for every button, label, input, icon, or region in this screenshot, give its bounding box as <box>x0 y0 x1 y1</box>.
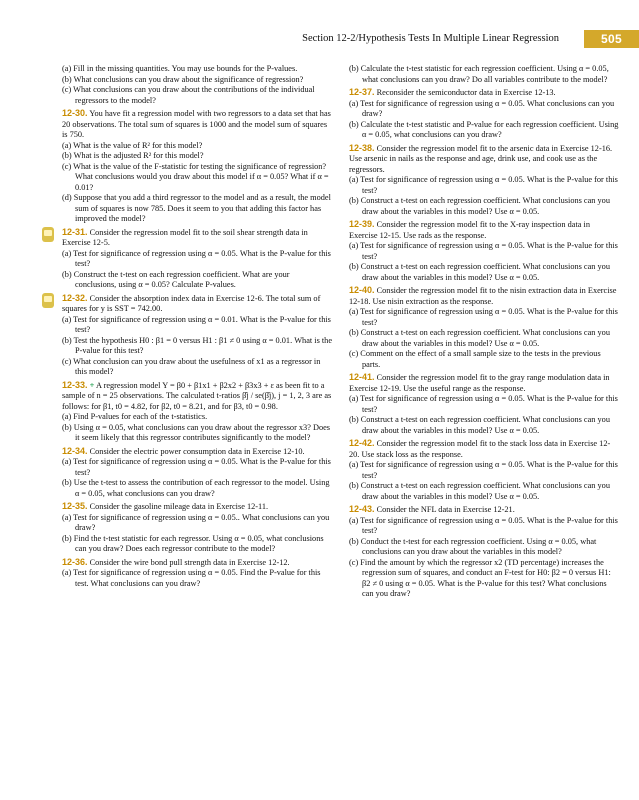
exercise-text: Consider the regression model fit to the soil shear strength data in Exercise 12-5. <box>62 227 308 247</box>
exercise-text: Consider the NFL data in Exercise 12-21. <box>376 505 515 514</box>
exercise-part: (b) Construct a t-test on each regression coefficient. What conclusions can you draw about the variables in this model? Use α = 0.05. <box>349 196 610 216</box>
exercise-part: (b) What conclusions can you draw about the significance of regression? <box>62 74 304 84</box>
exercise-12-38 <box>349 143 619 176</box>
exercise-part: (a) Test for significance of regression using α = 0.05.. What conclusions can you draw? <box>62 512 330 532</box>
exercise-text: Consider the regression model fit to the X-ray inspection data in Exercise 12-15. Use rads as the response. <box>349 220 590 240</box>
exercise-number: 12-39. <box>349 219 375 229</box>
exercise-number: 12-38. <box>349 142 375 153</box>
exercise-part: (b) Construct a t-test on each regression coefficient. What conclusions can you draw about the variables in this model? Use α = 0.05. <box>349 481 610 501</box>
exercise-12-36 <box>62 557 332 569</box>
exercise-number: 12-31. <box>62 226 88 237</box>
exercise-number: 12-36. <box>62 556 88 567</box>
exercise-number: 12-35. <box>62 501 88 511</box>
exercise-12-30 <box>62 108 332 141</box>
exercise-part: (a) Find P-values for each of the t-statistics. <box>62 412 208 421</box>
exercise-part: (a) Test for significance of regression using α = 0.05. What conclusions can you draw? <box>349 98 615 118</box>
exercise-part: (a) Test for significance of regression using α = 0.05. What is the P-value for this test? <box>349 175 618 195</box>
exercise-12-37 <box>349 87 619 99</box>
exercise-12-40 <box>349 285 619 307</box>
exercise-part: (c) Find the amount by which the regressor x2 (TD percentage) increases the regression sum of squares, and conduct an F-test for H0: β2 = 0 versus H1: β2 ≠ 0 using α = 0.05. What is the P-value for this test? What conclusions can you draw? <box>349 557 611 598</box>
exercise-part: (a) Test for significance of regression using α = 0.05. What is the P-value for this test? <box>349 394 618 414</box>
exercise-12-31 <box>62 227 332 249</box>
exercise-part: (a) Test for significance of regression using α = 0.05. What is the P-value for this test? <box>349 460 618 480</box>
exercise-part: (c) Comment on the effect of a small sample size to the tests in the previous parts. <box>349 349 601 369</box>
exercise-part: (b) Use the t-test to assess the contribution of each regressor to the model. Using α = 0.05, what conclusions can you draw? <box>62 478 330 498</box>
exercise-part: (b) Find the t-test statistic for each regressor. Using α = 0.05, what conclusions can you draw? Does each regressor contribute to the model? <box>62 533 324 553</box>
exercise-12-32 <box>62 293 332 315</box>
exercise-12-41 <box>349 372 619 394</box>
exercise-text: Consider the absorption index data in Exercise 12-6. The total sum of squares for y is SST = 742.00. <box>62 293 321 313</box>
exercise-part: (b) Construct a t-test on each regression coefficient. What conclusions can you draw about the variables in this model? Use α = 0.05. <box>349 262 610 282</box>
exercise-text: You have fit a regression model with two regressors to a data set that has 20 observations. The total sum of squares is 1000 and the model sum of squares is 750. <box>62 109 331 139</box>
exercise-part: (b) Construct a t-test on each regression coefficient. What conclusions can you draw about the variables in this model? Use α = 0.05. <box>349 415 610 435</box>
exercise-part: (c) What conclusion can you draw about the usefulness of x1 as a regressor in this model? <box>62 356 321 376</box>
exercise-number: 12-37. <box>349 87 375 97</box>
exercise-part: (d) Suppose that you add a third regressor to the model and as a result, the model sum of squares is now 785. Does it seem to you that adding this factor has improved the model? <box>62 193 331 223</box>
exercise-part: (b) Calculate the t-test statistic for each regression coefficient. Using α = 0.05, what conclusions can you draw? Do all variables contribute to the model? <box>349 64 609 84</box>
running-head: Section 12-2/Hypothesis Tests In Multiple Linear Regression <box>302 33 559 44</box>
exercise-text: Consider the regression model fit to the stack loss data in Exercise 12-20. Use stack loss as the response. <box>349 439 611 459</box>
exercise-part: (b) Construct a t-test on each regression coefficient. What conclusions can you draw about the variables in this model? Use α = 0.05. <box>349 328 610 348</box>
data-file-icon <box>42 293 54 308</box>
exercise-number: 12-32. <box>62 292 88 303</box>
exercise-number: 12-43. <box>349 504 375 514</box>
exercise-part: (b) Calculate the t-test statistic and P-value for each regression coefficient. Using α = 0.05, what conclusions can you draw? <box>349 119 619 139</box>
exercise-12-35 <box>62 501 332 513</box>
exercise-number: 12-34. <box>62 445 88 456</box>
exercise-text: Consider the wire bond pull strength data in Exercise 12-12. <box>89 557 290 567</box>
exercise-part: (a) Test for significance of regression using α = 0.01. What is the P-value for this test? <box>62 314 331 334</box>
exercise-text: A regression model Y = β0 + β1x1 + β2x2 + β3x3 + ε as been fit to a sample of n = 25 observations. The calculated t-ratios β̂j / se(β̂j), j = 1, 2, 3 are as follows: for β1, t0 = 4.82, for β2, t0 = 8.21, and for β3, t0 = 0.98. <box>62 380 332 411</box>
exercise-part: (a) Test for significance of regression using α = 0.05. What is the P-value for this test? <box>349 241 618 261</box>
exercise-number: 12-42. <box>349 438 375 448</box>
exercise-12-43 <box>349 504 619 516</box>
exercise-part: (b) Test the hypothesis H0 : β1 = 0 versus H1 : β1 ≠ 0 using α = 0.01. What is the P-value for this test? <box>62 335 333 355</box>
exercise-text: Consider the gasoline mileage data in Exercise 12-11. <box>89 502 269 511</box>
exercise-part: (b) Conduct the t-test for each regression coefficient. Using α = 0.05, what conclusions can you draw about the variables in this model? <box>349 536 597 556</box>
page-number: 505 <box>584 30 639 48</box>
exercise-part: (a) Test for significance of regression using α = 0.05. What is the P-value for this test? <box>349 515 618 535</box>
exercise-part: (a) Test for significance of regression using α = 0.05. What is the P-value for this test? <box>349 307 618 327</box>
exercise-number: 12-30. <box>62 108 88 118</box>
exercise-part: (b) Construct the t-test on each regression coefficient. What are your conclusions, using α = 0.05? Calculate P-values. <box>62 269 290 289</box>
left-column <box>62 64 332 589</box>
exercise-12-33 <box>62 380 332 413</box>
exercise-part: (a) Fill in the missing quantities. You may use bounds for the P-values. <box>62 64 298 73</box>
right-column <box>349 64 619 600</box>
page-header <box>0 30 639 50</box>
exercise-text: Reconsider the semiconductor data in Exercise 12-13. <box>376 88 556 97</box>
exercise-12-34 <box>62 446 332 458</box>
exercise-12-42 <box>349 438 619 460</box>
exercise-number: 12-41. <box>349 372 375 382</box>
exercise-part: (b) What is the adjusted R² for this model? <box>62 151 204 160</box>
exercise-part: (c) What is the value of the F-statistic for testing the significance of regression? What conclusions would you draw about this model if α = 0.05? What if α = 0.01? <box>62 161 329 192</box>
exercise-12-39 <box>349 219 619 241</box>
data-file-icon <box>42 227 54 242</box>
exercise-part: (a) Test for significance of regression using α = 0.05. What is the P-value for this test? <box>62 248 331 268</box>
exercise-text: Consider the electric power consumption data in Exercise 12-10. <box>89 446 305 456</box>
exercise-text: Consider the regression model fit to the gray range modulation data in Exercise 12-19. Use the useful range as the response. <box>349 373 610 393</box>
exercise-part: (b) Using α = 0.05, what conclusions can you draw about the regressor x3? Does it seem likely that this regressor contributes significantly to the model? <box>62 422 331 442</box>
exercise-part: (a) Test for significance of regression using α = 0.05. Find the P-value for this test. What conclusions can you draw? <box>62 568 321 588</box>
exercise-text: Consider the regression model fit to the nisin extraction data in Exercise 12-18. Use nisin extraction as the response. <box>349 286 617 306</box>
exercise-number: 12-40. <box>349 285 375 295</box>
exercise-part: (a) What is the value of R² for this model? <box>62 140 203 150</box>
plus-icon: + <box>89 380 95 390</box>
exercise-part: (c) What conclusions can you draw about the contributions of the individual regressors to the model? <box>62 85 315 105</box>
exercise-part: (a) Test for significance of regression using α = 0.05. What is the P-value for this test? <box>62 457 331 477</box>
exercise-number: 12-33. <box>62 379 88 390</box>
exercise-text: Consider the regression model fit to the arsenic data in Exercise 12-16. Use arsenic in nails as the response and age, drink use, and cook use as the regressors. <box>349 143 613 174</box>
